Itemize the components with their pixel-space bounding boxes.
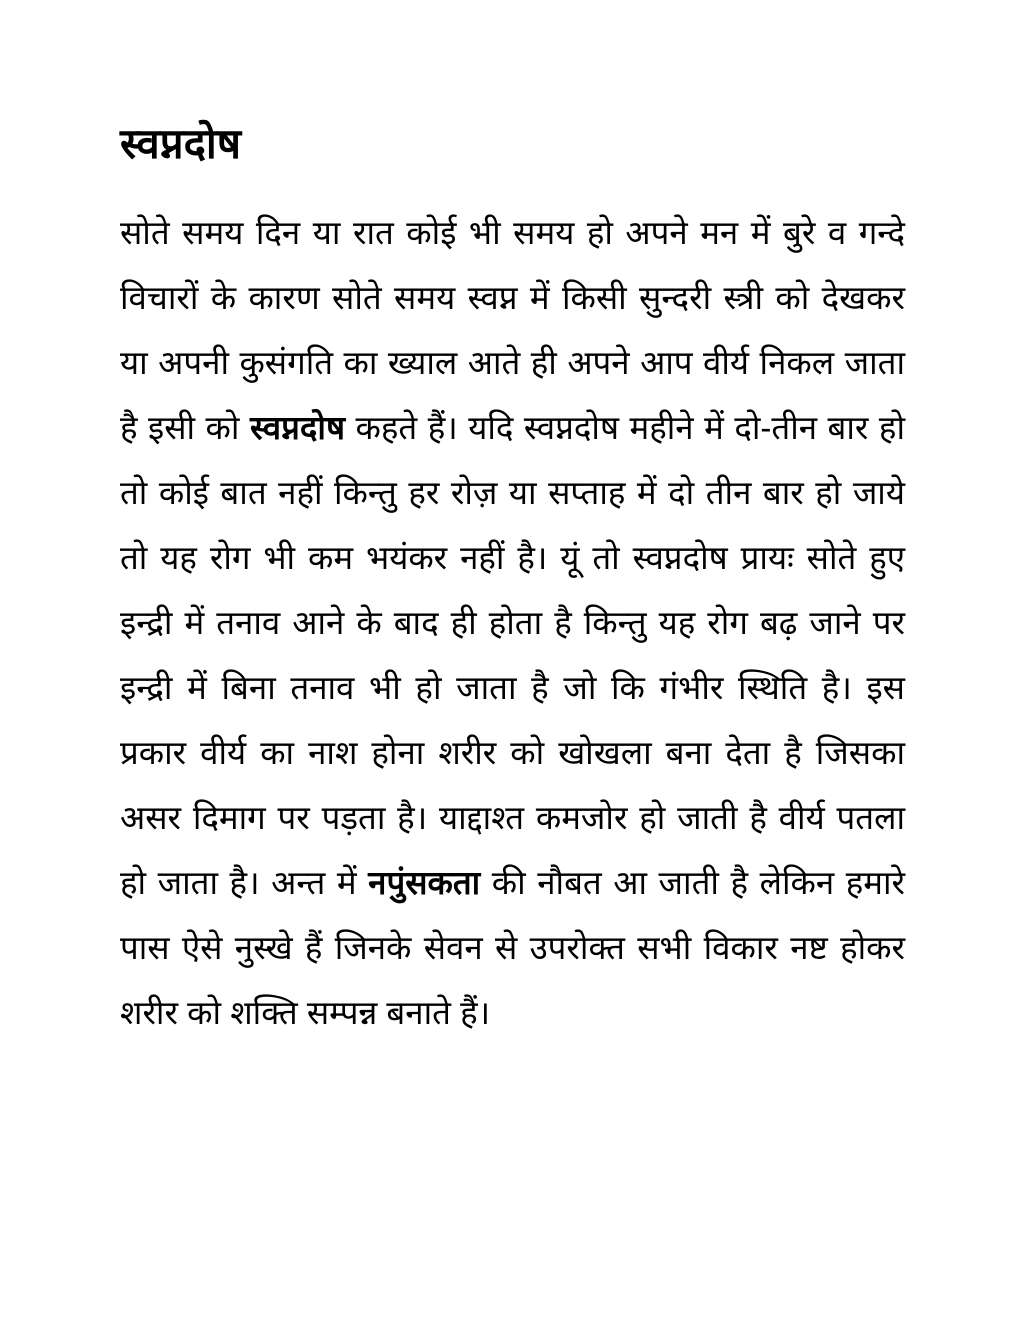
paragraph-segment: सोते समय दिन या रात कोई भी समय हो अपने मन में बुरे व गन्दे विचारों के कारण सोते समय स्वप्न में किसी सुन्दरी स्त्री को देखकर या अपनी कुसंगति का ख्याल आते ही अपने आप वीर्य निकल जाता है इसी को xyxy=(120,214,905,447)
bold-term-napunsakta: नपुंसकता xyxy=(368,864,481,902)
paragraph-segment: की नौबत आ जाती है लेकिन हमारे पास ऐसे नुस्खे हैं जिनके सेवन से उपरोक्त सभी विकार नष्ट होकर शरीर को शक्ति सम्पन्न बनाते हैं। xyxy=(120,864,905,1032)
paragraph-segment: कहते हैं। यदि स्वप्नदोष महीने में दो-तीन बार हो तो कोई बात नहीं किन्तु हर रोज़ या सप्ताह में दो तीन बार हो जाये तो यह रोग भी कम भयंकर नहीं है। यूं तो स्वप्नदोष प्रायः सोते हुए इन्द्री में तनाव आने के बाद ही होता है किन्तु यह रोग बढ़ जाने पर इन्द्री में बिना तनाव भी हो जाता है जो कि गंभीर स्थिति है। इस प्रकार वीर्य का नाश होना शरीर को खोखला बना देता है जिसका असर दिमाग पर पड़ता है। याद्दाश्त कमजोर हो जाती है वीर्य पतला हो जाता है। अन्त में xyxy=(120,409,905,902)
page-title: स्वप्नदोष xyxy=(120,120,242,167)
body-paragraph xyxy=(120,200,905,1045)
bold-term-swapnadosh: स्वप्नदोष xyxy=(249,409,346,447)
